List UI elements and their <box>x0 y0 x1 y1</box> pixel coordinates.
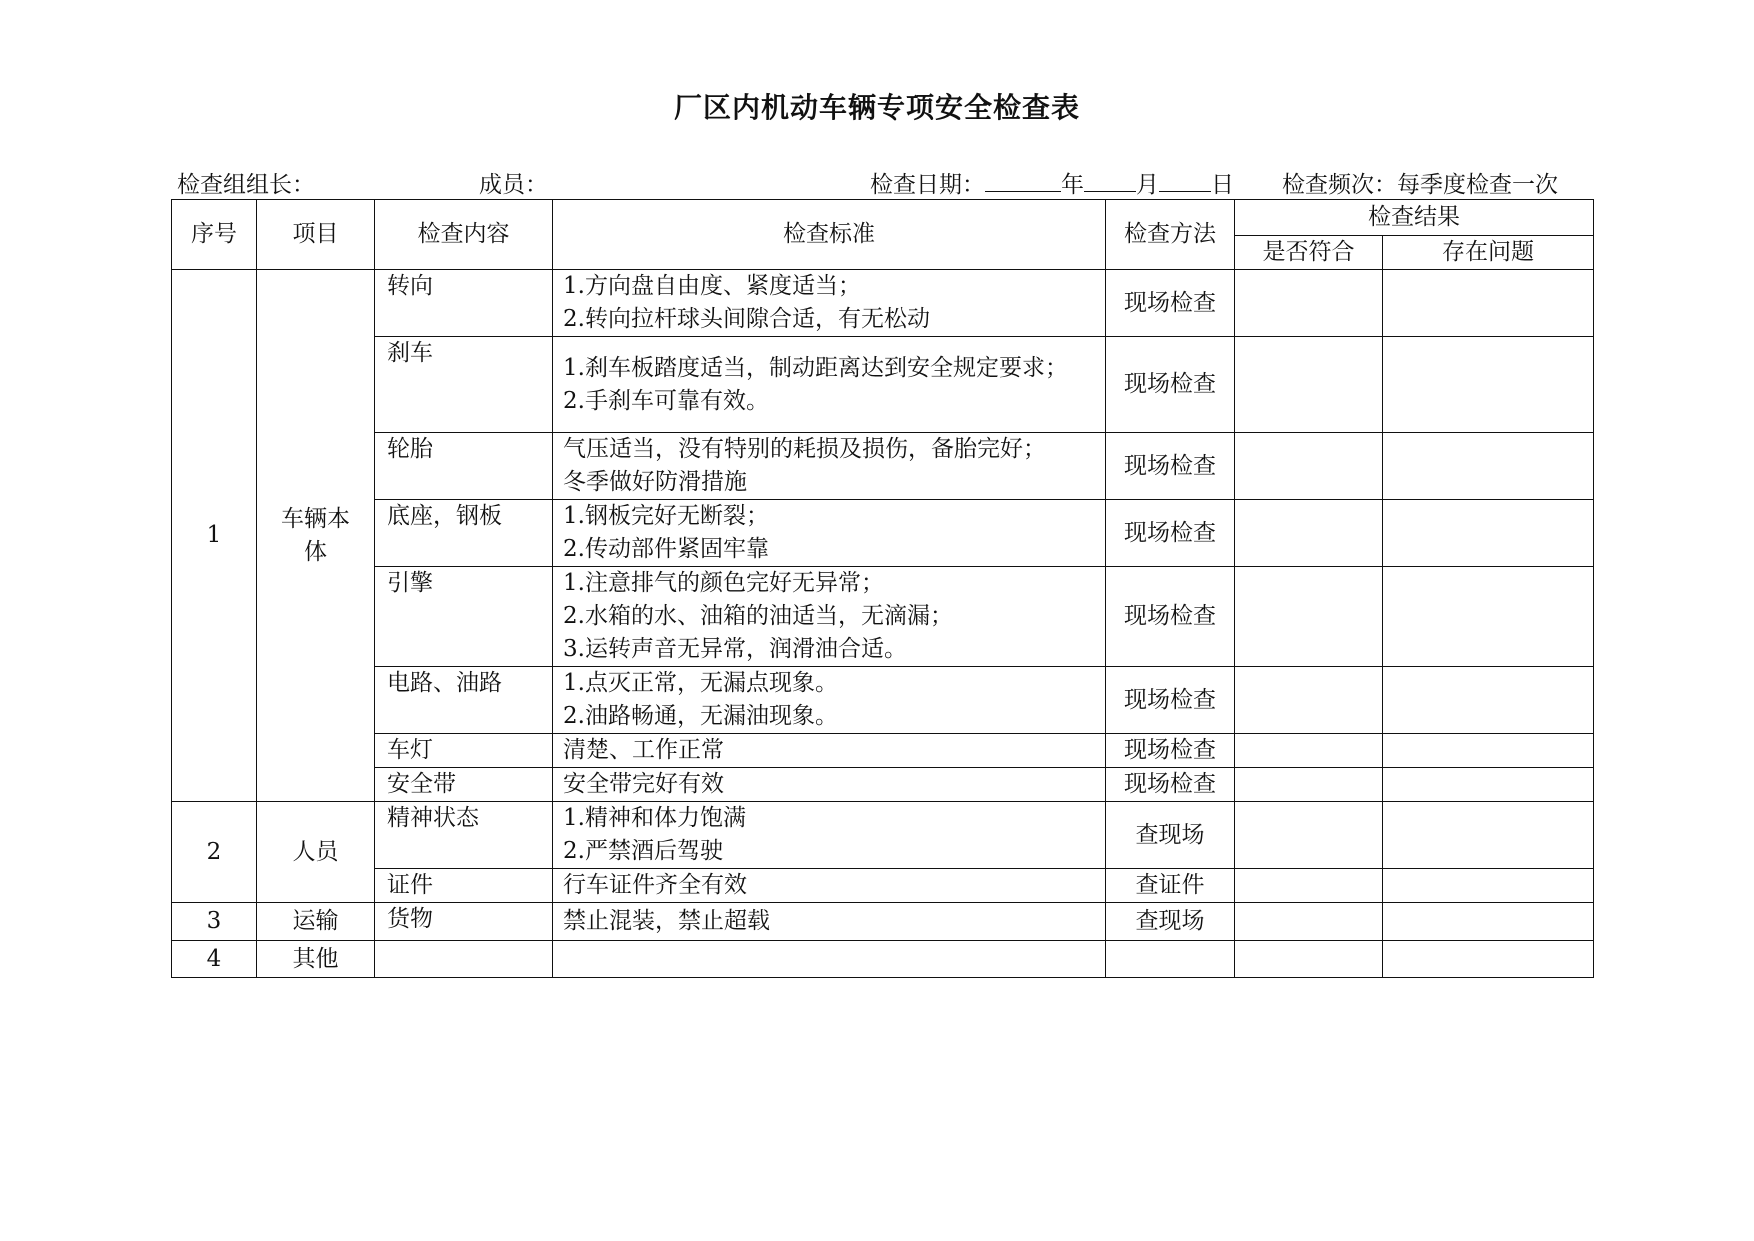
method-cell: 现场检查 <box>1106 337 1235 433</box>
header-seq: 序号 <box>172 200 257 270</box>
conform-cell[interactable] <box>1235 802 1383 869</box>
conform-cell[interactable] <box>1235 270 1383 337</box>
method-cell: 现场检查 <box>1106 768 1235 802</box>
table-row <box>172 802 1594 869</box>
content-cell: 电路、油路 <box>375 667 553 734</box>
content-cell[interactable] <box>375 941 553 978</box>
conform-cell[interactable] <box>1235 500 1383 567</box>
method-cell: 查现场 <box>1106 802 1235 869</box>
issues-cell[interactable] <box>1383 768 1594 802</box>
standard-line: 冬季做好防滑措施 <box>563 469 747 495</box>
conform-cell[interactable] <box>1235 667 1383 734</box>
standard-cell: 禁止混装，禁止超载 <box>553 903 1106 941</box>
standard-line: 2.水箱的水、油箱的油适当，无滴漏； <box>563 603 953 629</box>
content-cell: 证件 <box>375 869 553 903</box>
seq-cell: 2 <box>172 802 257 903</box>
method-cell: 现场检查 <box>1106 567 1235 667</box>
method-cell: 查证件 <box>1106 869 1235 903</box>
standard-line: 1.注意排气的颜色完好无异常； <box>563 570 884 596</box>
standard-cell[interactable] <box>553 941 1106 978</box>
method-cell: 现场检查 <box>1106 500 1235 567</box>
item-cell: 车辆本体 <box>257 270 375 802</box>
conform-cell[interactable] <box>1235 337 1383 433</box>
method-cell: 现场检查 <box>1106 270 1235 337</box>
standard-cell <box>553 667 1106 734</box>
content-cell: 车灯 <box>375 734 553 768</box>
header-method: 检查方法 <box>1106 200 1235 270</box>
header-standard: 检查标准 <box>553 200 1106 270</box>
header-result: 检查结果 <box>1235 200 1594 236</box>
method-cell: 查现场 <box>1106 903 1235 941</box>
month-blank <box>1084 169 1136 192</box>
issues-cell[interactable] <box>1383 567 1594 667</box>
standard-line: 2.转向拉杆球头间隙合适，有无松动 <box>563 306 930 332</box>
conform-cell[interactable] <box>1235 768 1383 802</box>
table-row <box>172 567 1594 667</box>
table-row <box>172 941 1594 978</box>
standard-line: 3.运转声音无异常，润滑油合适。 <box>563 636 907 662</box>
standard-line: 2.严禁酒后驾驶 <box>563 838 723 864</box>
conform-cell[interactable] <box>1235 433 1383 500</box>
header-content: 检查内容 <box>375 200 553 270</box>
standard-cell <box>553 802 1106 869</box>
conform-cell[interactable] <box>1235 941 1383 978</box>
table-row <box>172 869 1594 903</box>
content-cell: 引擎 <box>375 567 553 667</box>
year-label: 年 <box>1061 172 1084 198</box>
conform-cell[interactable] <box>1235 567 1383 667</box>
month-label: 月 <box>1136 172 1159 198</box>
table-row <box>172 734 1594 768</box>
seq-cell: 4 <box>172 941 257 978</box>
year-blank <box>985 169 1061 192</box>
standard-cell: 安全带完好有效 <box>553 768 1106 802</box>
issues-cell[interactable] <box>1383 903 1594 941</box>
standard-line: 2.传动部件紧固牢靠 <box>563 536 769 562</box>
standard-line: 气压适当，没有特别的耗损及损伤，备胎完好； <box>563 436 1046 462</box>
method-cell[interactable] <box>1106 941 1235 978</box>
standard-cell: 行车证件齐全有效 <box>553 869 1106 903</box>
table-row <box>172 903 1594 941</box>
frequency-value: 每季度检查一次 <box>1397 172 1558 198</box>
item-cell: 运输 <box>257 903 375 941</box>
standard-line: 1.方向盘自由度、紧度适当； <box>563 273 861 299</box>
method-cell: 现场检查 <box>1106 433 1235 500</box>
content-cell: 轮胎 <box>375 433 553 500</box>
method-cell: 现场检查 <box>1106 667 1235 734</box>
issues-cell[interactable] <box>1383 500 1594 567</box>
issues-cell[interactable] <box>1383 667 1594 734</box>
day-label: 日 <box>1211 172 1234 198</box>
item-cell: 人员 <box>257 802 375 903</box>
member-label: 成员： <box>479 172 548 198</box>
issues-cell[interactable] <box>1383 869 1594 903</box>
standard-cell <box>553 270 1106 337</box>
day-blank <box>1159 169 1211 192</box>
issues-cell[interactable] <box>1383 941 1594 978</box>
issues-cell[interactable] <box>1383 802 1594 869</box>
issues-cell[interactable] <box>1383 433 1594 500</box>
table-row <box>172 500 1594 567</box>
header-item: 项目 <box>257 200 375 270</box>
issues-cell[interactable] <box>1383 337 1594 433</box>
conform-cell[interactable] <box>1235 903 1383 941</box>
seq-cell: 3 <box>172 903 257 941</box>
content-cell: 转向 <box>375 270 553 337</box>
table-row <box>172 337 1594 433</box>
standard-cell <box>553 500 1106 567</box>
document-title: 厂区内机动车辆专项安全检查表 <box>673 91 1080 124</box>
standard-line: 1.钢板完好无断裂； <box>563 503 769 529</box>
standard-line: 2.油路畅通，无漏油现象。 <box>563 703 838 729</box>
leader-label: 检查组组长： <box>177 172 315 198</box>
standard-cell: 清楚、工作正常 <box>553 734 1106 768</box>
inspection-date <box>870 166 1234 199</box>
standard-line: 2.手刹车可靠有效。 <box>563 387 769 414</box>
item-cell: 其他 <box>257 941 375 978</box>
standard-cell <box>553 433 1106 500</box>
table-row <box>172 433 1594 500</box>
content-cell: 底座，钢板 <box>375 500 553 567</box>
standard-line: 1.刹车板踏度适当，制动距离达到安全规定要求； <box>563 354 1068 381</box>
seq-cell: 1 <box>172 270 257 802</box>
standard-cell <box>553 567 1106 667</box>
standard-line: 1.点灭正常，无漏点现象。 <box>563 670 838 696</box>
table-row <box>172 768 1594 802</box>
conform-cell[interactable] <box>1235 734 1383 768</box>
header-conform: 是否符合 <box>1235 236 1383 270</box>
table-row <box>172 667 1594 734</box>
inspection-frequency <box>1282 166 1558 199</box>
table-row <box>172 270 1594 337</box>
content-cell: 精神状态 <box>375 802 553 869</box>
date-label: 检查日期： <box>870 172 985 198</box>
frequency-label: 检查频次： <box>1282 172 1397 198</box>
conform-cell[interactable] <box>1235 869 1383 903</box>
content-cell: 刹车 <box>375 337 553 433</box>
content-cell: 安全带 <box>375 768 553 802</box>
header-issues: 存在问题 <box>1383 236 1594 270</box>
issues-cell[interactable] <box>1383 734 1594 768</box>
content-cell: 货物 <box>375 903 553 941</box>
standard-line: 1.精神和体力饱满 <box>563 805 746 831</box>
standard-cell <box>553 337 1106 433</box>
issues-cell[interactable] <box>1383 270 1594 337</box>
method-cell: 现场检查 <box>1106 734 1235 768</box>
inspection-table <box>171 199 1594 978</box>
